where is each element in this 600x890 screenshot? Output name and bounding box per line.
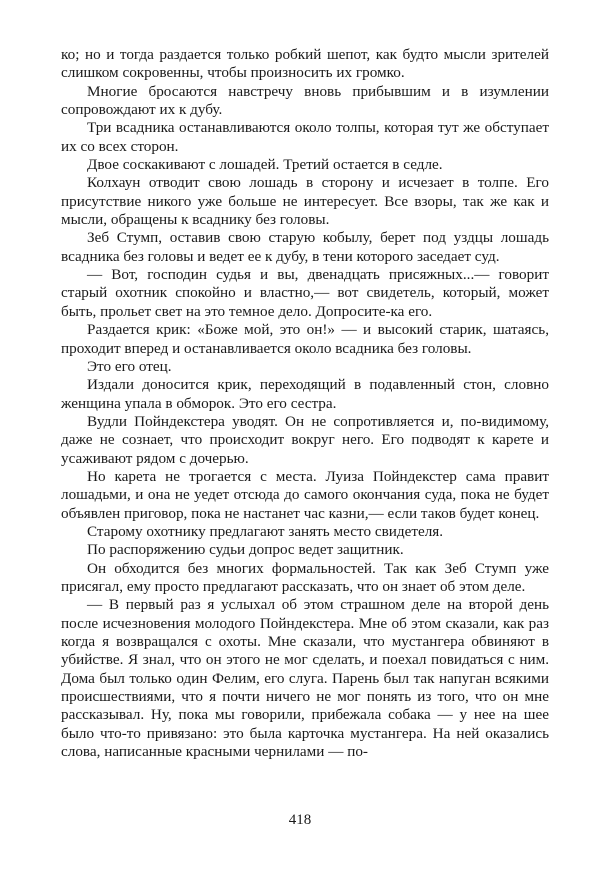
paragraph-13: Старому охотнику предлагают занять место свидетеля.	[87, 522, 444, 540]
paragraph-14: По распоряжению судьи допрос ведет защитник.	[87, 541, 404, 559]
paragraph-10: Издали доносится крик, переходящий в подавленный стон, словно женщина упала в обморок. Это его сестра.	[61, 376, 549, 412]
paragraph-12: Но карета не трогается с места. Луиза Пойндекстер сама правит лошадьми, и она не уедет отсюда до самого окончания суда, пока не будет объявлен приговор, пока не настанет час казни,— если таков будет конец.	[61, 467, 549, 522]
paragraph-1: ко; но и тогда раздается только робкий шепот, как будто мысли зрителей слишком сокровенны, чтобы произносить их громко.	[61, 46, 549, 82]
paragraph-15: Он обходится без многих формальностей. Так как Зеб Стумп уже присягал, ему просто предлагают рассказать, что он знает об этом деле.	[61, 559, 549, 595]
paragraph-3: Три всадника останавливаются около толпы, которая тут же обступает их со всех сторон.	[61, 119, 549, 155]
paragraph-6: Зеб Стумп, оставив свою старую кобылу, берет под уздцы лошадь всадника без головы и ведет ее к дубу, в тени которого заседает суд.	[61, 229, 549, 265]
paragraph-2: Многие бросаются навстречу вновь прибывшим и в изумлении сопровождают их к дубу.	[61, 82, 549, 119]
paragraph-11: Вудли Пойндекстера уводят. Он не сопротивляется и, по-видимому, даже не сознает, что происходит вокруг него. Его подводят к карете и усаживают рядом с дочерью.	[61, 412, 549, 467]
paragraph-9: Это его отец.	[87, 357, 172, 375]
book-page-text	[61, 46, 549, 761]
paragraph-16: — В первый раз я услыхал об этом страшном деле на второй день после исчезновения молодого Пойндекстера. Мне об этом сказали, как раз когда я возвращался с охоты. Мне сказали, что мустангера обвиняют в убийстве. Я знал, что он этого не мог сделать, и поехал повидаться с ним. Дома был только один Фелим, его слуга. Парень был так напуган всякими происшествиями, что я почти ничего не мог понять из того, что он мне рассказывал. Ну, пока мы говорили, прибежала собака — у нее на шее было что-то привязано: это была карточка мустангера. На ней оказались слова, написанные красными чернилами — по-	[61, 596, 549, 761]
paragraph-4: Двое соскакивают с лошадей. Третий остается в седле.	[87, 156, 443, 174]
page-number: 418	[288, 812, 312, 828]
paragraph-7: — Вот, господин судья и вы, двенадцать присяжных...— говорит старый охотник спокойно и властно,— вот свидетель, который, может быть, прольет свет на это темное дело. Допросите-ка его.	[61, 266, 549, 320]
paragraph-8: Раздается крик: «Боже мой, это он!» — и высокий старик, шатаясь, проходит вперед и останавливается около всадника без головы.	[61, 321, 549, 357]
paragraph-5: Колхаун отводит свою лошадь в сторону и исчезает в толпе. Его присутствие никого уже больше не интересует. Все взоры, так же как и мысли, обращены к всаднику без головы.	[61, 174, 549, 229]
